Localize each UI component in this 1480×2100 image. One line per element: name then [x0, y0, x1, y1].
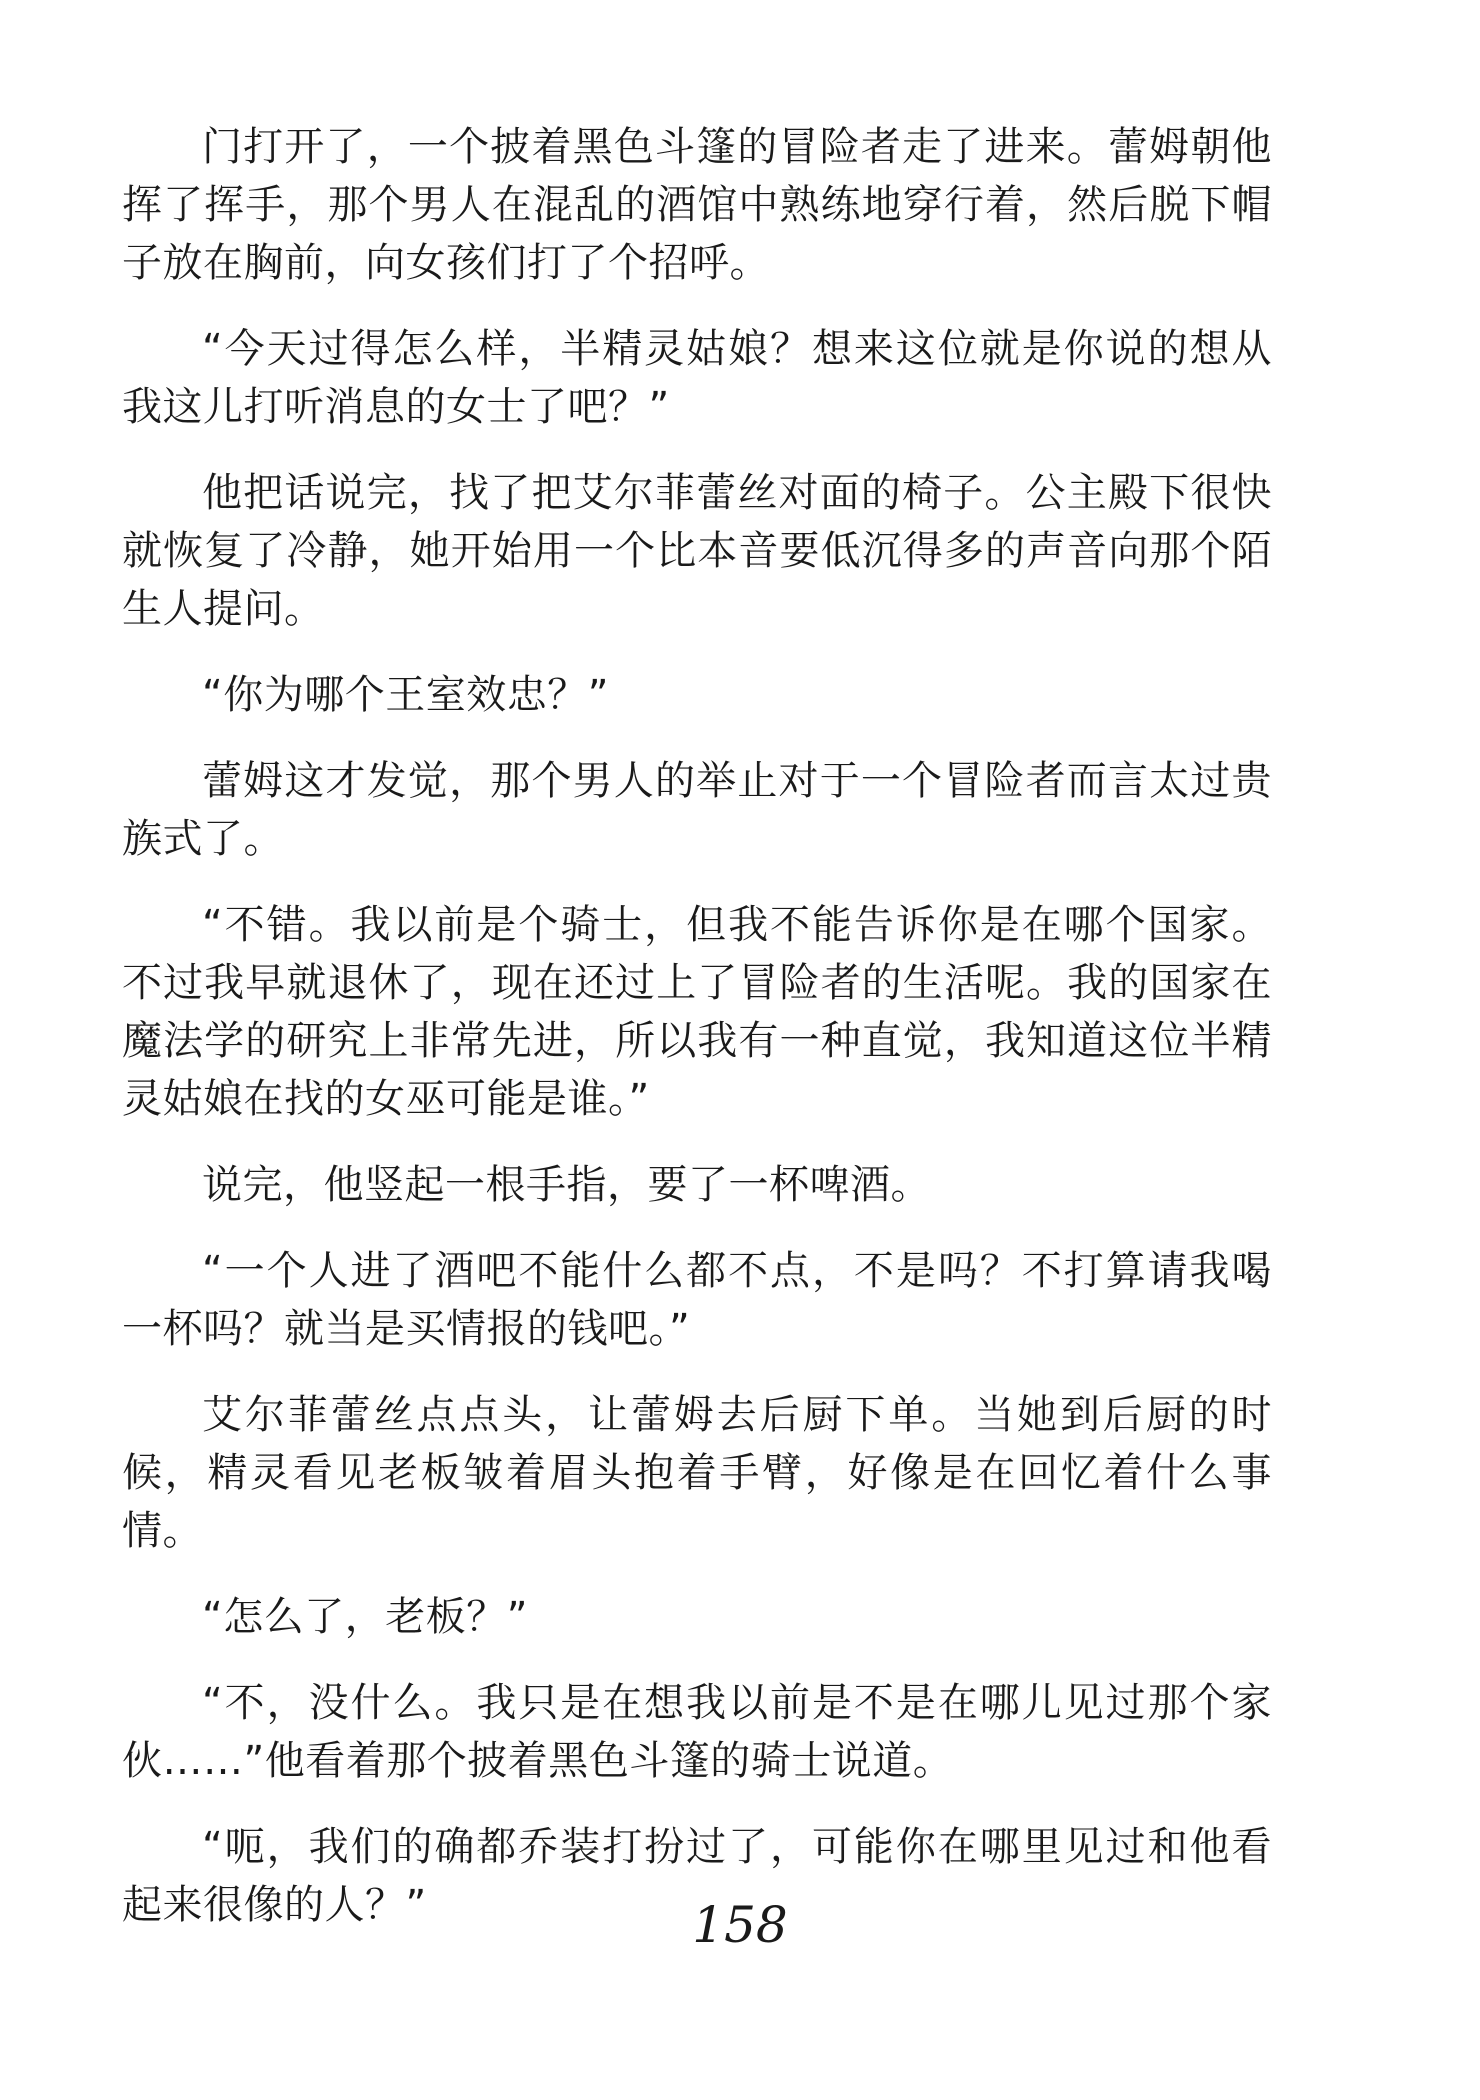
page-number: 158 — [692, 1896, 788, 1954]
paragraph-10: “怎么了，老板？” — [202, 1594, 528, 1640]
paragraph-8: “一个人进了酒吧不能什么都不点，不是吗？不打算请我喝一杯吗？就当是买情报的钱吧。” — [122, 1248, 1272, 1352]
paragraph-6: “不错。我以前是个骑士，但我不能告诉你是在哪个国家。不过我早就退休了，现在还过上了冒险者的生活呢。我的国家在魔法学的研究上非常先进，所以我有一种直觉，我知道这位半精灵姑娘在找的女巫可能是谁。” — [122, 902, 1272, 1122]
paragraph-1: 门打开了，一个披着黑色斗篷的冒险者走了进来。蕾姆朝他挥了挥手，那个男人在混乱的酒馆中熟练地穿行着，然后脱下帽子放在胸前，向女孩们打了个招呼。 — [122, 124, 1272, 286]
paragraph-7: 说完，他竖起一根手指，要了一杯啤酒。 — [202, 1162, 931, 1208]
paragraph-12: “呃，我们的确都乔装打扮过了，可能你在哪里见过和他看起来很像的人？” — [122, 1824, 1272, 1928]
paragraph-2: “今天过得怎么样，半精灵姑娘？想来这位就是你说的想从我这儿打听消息的女士了吧？” — [122, 326, 1272, 430]
paragraph-11: “不，没什么。我只是在想我以前是不是在哪儿见过那个家伙……”他看着那个披着黑色斗篷的骑士说道。 — [122, 1680, 1272, 1784]
paragraph-9: 艾尔菲蕾丝点点头，让蕾姆去后厨下单。当她到后厨的时候，精灵看见老板皱着眉头抱着手臂，好像是在回忆着什么事情。 — [122, 1392, 1272, 1554]
paragraph-5: 蕾姆这才发觉，那个男人的举止对于一个冒险者而言太过贵族式了。 — [122, 758, 1272, 862]
paragraph-4: “你为哪个王室效忠？” — [202, 672, 609, 718]
paragraph-3: 他把话说完，找了把艾尔菲蕾丝对面的椅子。公主殿下很快就恢复了冷静，她开始用一个比本音要低沉得多的声音向那个陌生人提问。 — [122, 470, 1272, 632]
body-text — [122, 118, 1272, 1962]
